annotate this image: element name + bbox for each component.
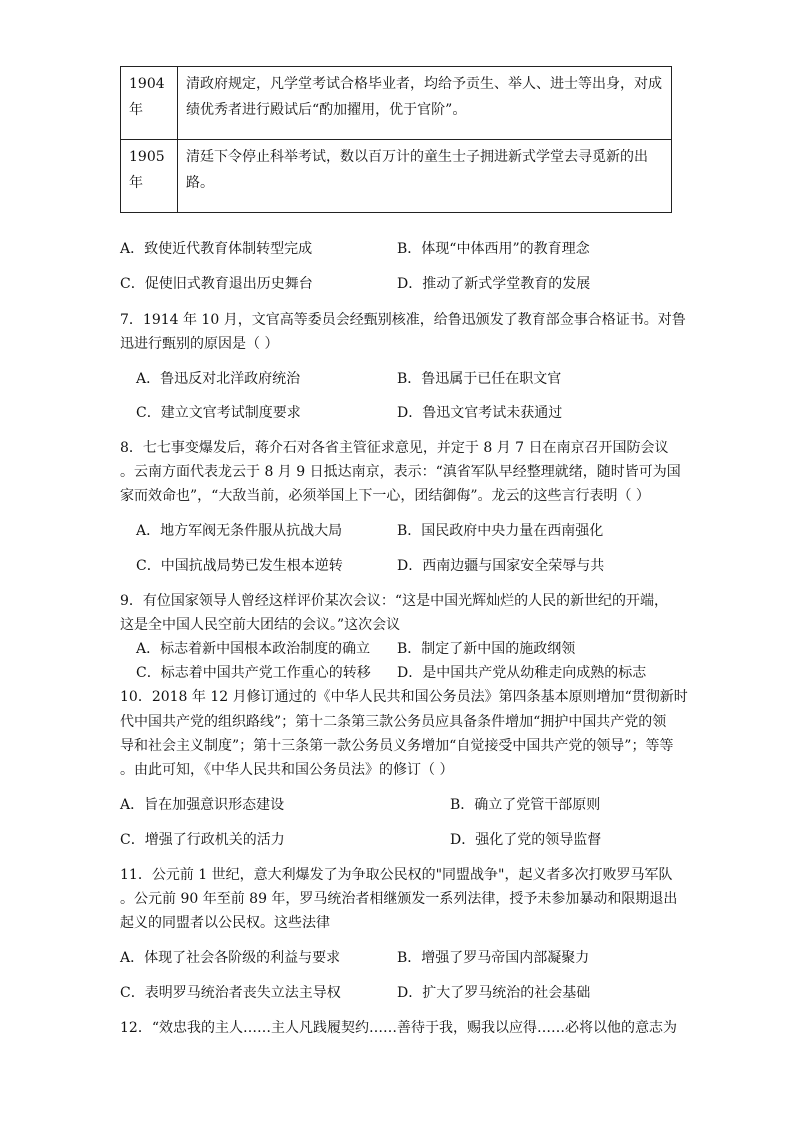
q11-option-a[interactable]: A．体现了社会各阶级的利益与要求: [120, 950, 341, 966]
q10-stem: 导和社会主义制度”；第十三条第一款公务员义务增加“自觉接受中国共产党的领导”；等等: [120, 738, 674, 754]
event-cell: 清廷下令停止科举考试，数以百万计的童生士子拥进新式学堂去寻觅新的出路。: [178, 140, 672, 213]
q6-option-b[interactable]: B．体现“中体西用”的教育理念: [397, 241, 590, 257]
q11-stem: 11．公元前 1 世纪，意大利爆发了为争取公民权的"同盟战争"，起义者多次打败罗马军队: [120, 867, 673, 883]
q9-stem: 这是全中国人民空前大团结的会议。”这次会议: [120, 617, 401, 633]
q9-option-c[interactable]: C．标志着中国共产党工作重心的转移: [136, 665, 371, 681]
q10-stem: 代中国共产党的组织路线”；第十二条第三款公务员应具备条件增加“拥护中国共产党的领: [120, 714, 667, 730]
q7-option-d[interactable]: D．鲁迅文官考试未获通过: [397, 405, 563, 421]
q6-option-a[interactable]: A．致使近代教育体制转型完成: [120, 241, 313, 257]
q8-stem: 。云南方面代表龙云于 8 月 9 日抵达南京，表示：“滇省军队早经整理就绪，随时皆可为国: [120, 464, 681, 480]
q8-stem: 家而效命也”，“大敌当前，必须举国上下一心，团结御侮”。龙云的这些言行表明（ ）: [120, 488, 650, 504]
q10-option-b[interactable]: B．确立了党管干部原则: [450, 797, 601, 813]
q7-option-a[interactable]: A．鲁迅反对北洋政府统治: [136, 371, 301, 387]
table-row: [121, 140, 672, 213]
q11-option-d[interactable]: D．扩大了罗马统治的社会基础: [397, 985, 591, 1001]
q8-option-b[interactable]: B．国民政府中央力量在西南强化: [397, 523, 604, 539]
q9-option-a[interactable]: A．标志着新中国根本政治制度的确立: [136, 641, 371, 657]
q9-stem: 9．有位国家领导人曾经这样评价某次会议：“这是中国光辉灿烂的人民的新世纪的开端，: [120, 593, 669, 609]
q8-option-d[interactable]: D．西南边疆与国家安全荣辱与共: [397, 558, 605, 574]
q11-option-c[interactable]: C．表明罗马统治者丧失立法主导权: [120, 985, 341, 1001]
q12-stem: 12．“效忠我的主人……主人凡践履契约……善待于我，赐我以应得……必将以他的意志为: [120, 1020, 677, 1036]
q10-stem: 10．2018 年 12 月修订通过的《中华人民共和国公务员法》第四条基本原则增加“贯彻新时: [120, 689, 688, 705]
q10-stem: 。由此可知，《中华人民共和国公务员法》的修订（ ）: [120, 762, 454, 778]
q7-option-c[interactable]: C．建立文官考试制度要求: [136, 405, 301, 421]
q8-option-c[interactable]: C．中国抗战局势已发生根本逆转: [136, 558, 343, 574]
events-table: [120, 66, 672, 213]
table-row: [121, 67, 672, 140]
q7-option-b[interactable]: B．鲁迅属于已任在职文官: [397, 371, 562, 387]
q11-stem: 。公元前 90 年至前 89 年，罗马统治者相继颁发一系列法律，授予未参加暴动和限期退出: [120, 891, 678, 907]
year-cell: 1905年: [121, 140, 178, 213]
q9-option-b[interactable]: B．制定了新中国的施政纲领: [397, 641, 576, 657]
q9-option-d[interactable]: D．是中国共产党从幼稚走向成熟的标志: [397, 665, 647, 681]
q6-option-c[interactable]: C．促使旧式教育退出历史舞台: [120, 276, 313, 292]
q10-option-a[interactable]: A．旨在加强意识形态建设: [120, 797, 285, 813]
q10-option-c[interactable]: C．增强了行政机关的活力: [120, 832, 285, 848]
q7-stem: 迅进行甄别的原因是（ ）: [120, 336, 279, 352]
q8-stem: 8．七七事变爆发后，蒋介石对各省主管征求意见，并定于 8 月 7 日在南京召开国防会议: [120, 440, 669, 456]
event-cell: 清政府规定，凡学堂考试合格毕业者，均给予贡生、举人、进士等出身，对成绩优秀者进行殿试后“酌加擢用，优于官阶”。: [178, 67, 672, 140]
year-cell: 1904年: [121, 67, 178, 140]
q8-option-a[interactable]: A．地方军阀无条件服从抗战大局: [136, 523, 343, 539]
q6-option-d[interactable]: D．推动了新式学堂教育的发展: [397, 276, 591, 292]
q11-stem: 起义的同盟者以公民权。这些法律: [120, 915, 330, 931]
q7-stem: 7．1914 年 10 月，文官高等委员会经甄别核准，给鲁迅颁发了教育部佥事合格证书。对鲁: [120, 312, 686, 328]
q11-option-b[interactable]: B．增强了罗马帝国内部凝聚力: [397, 950, 590, 966]
q10-option-d[interactable]: D．强化了党的领导监督: [450, 832, 602, 848]
